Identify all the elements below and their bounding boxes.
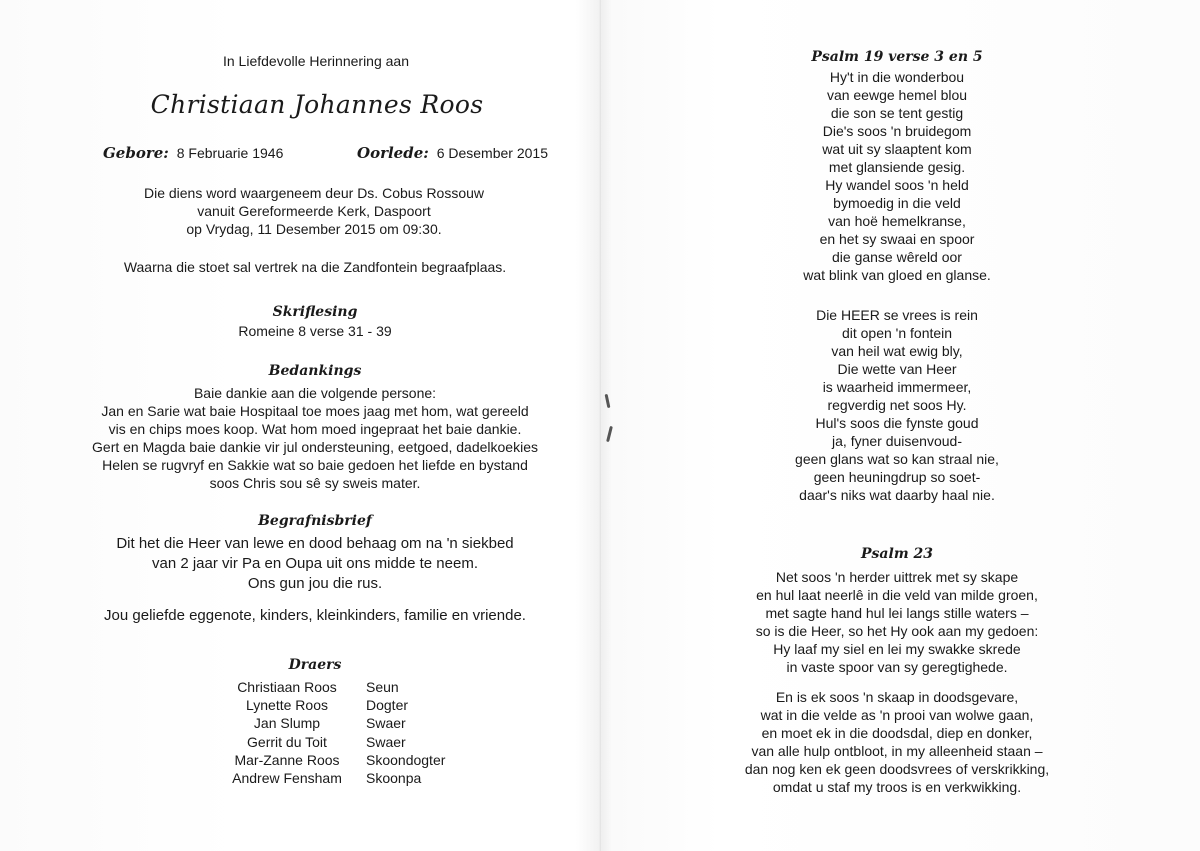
verse-line: dan nog ken ek geen doodsvrees of verskrikking, [744,761,1050,777]
bearer-relation: Seun [366,679,399,695]
service-line: vanuit Gereformeerde Kerk, Daspoort [197,203,431,219]
verse-line: omdat u staf my troos is en verkwikking. [772,779,1022,795]
verse-line: van hoë hemelkranse, [828,213,966,229]
verse-line: wat blink van gloed en glanse. [803,267,991,283]
thanks-line: vis en chips moes koop. Wat hom moed ingepraat het baie dankie. [108,421,522,437]
right-page [600,0,1200,851]
psalm23-stanza-1 [594,568,1200,676]
bearer-name: Gerrit du Toit [247,733,327,750]
verse-line: met sagte hand hul lei langs stille waters – [765,605,1029,621]
psalm19-stanza-1 [594,68,1200,284]
died-label: Oorlede: [357,144,429,162]
psalm19-stanza-2 [594,306,1200,504]
verse-line: wat in die velde as 'n prooi van wolwe gaan, [760,707,1034,723]
thanks-line: Helen se rugvryf en Sakkie wat so baie gedoen het liefde en bystand [102,457,528,473]
service-details [28,184,600,238]
verse-line: regverdig net soos Hy. [827,397,967,413]
died-line [357,144,548,162]
verse-line: En is ek soos 'n skaap in doodsgevare, [775,689,1019,705]
bearers-list [208,678,445,787]
bearer-name: Mar-Zanne Roos [234,751,340,768]
thanks-heading: Bedankings [268,363,362,379]
died-date: 6 Desember 2015 [436,145,548,161]
bearer-relation: Dogter [366,697,409,714]
bearer-name: Christiaan Roos [237,679,337,695]
verse-line: Hy wandel soos 'n held [825,177,969,193]
service-line: Die diens word waargeneem deur Ds. Cobus Rossouw [143,185,485,201]
verse-line: Net soos 'n herder uittrek met sy skape [775,569,1019,585]
verse-line: geen glans wat so kan straal nie, [795,451,999,467]
verse-line: Hy laaf my siel en lei my swakke skrede [773,641,1021,657]
verse-line: so is die Heer, so het Hy ook aan my gedoen: [755,623,1039,639]
psalm23-heading: Psalm 23 [861,546,933,562]
verse-line: dit open 'n fontein [841,325,953,341]
letter-line: van 2 jaar vir Pa en Oupa uit ons midde te neem. [151,555,478,572]
intro-line: In Liefdevolle Herinnering aan [222,53,409,69]
letter-text [30,534,600,594]
verse-line: Hul's soos die fynste goud [815,415,979,431]
verse-line: die ganse wêreld oor [832,249,962,265]
verse-line: Die wette van Heer [837,361,957,377]
born-line [103,144,283,162]
psalm23-stanza-2 [594,688,1200,796]
verse-line: en het sy swaai en spoor [819,231,975,247]
verse-line: bymoedig in die veld [833,195,961,211]
verse-line: daar's niks wat daarby haal nie. [799,487,995,503]
bearer-row [208,714,445,732]
letter-heading: Begrafnisbrief [258,513,372,529]
verse-line: en hul laat neerlê in die veld van milde groen, [756,587,1038,603]
verse-line: van heil wat ewig bly, [831,343,963,359]
thanks-line: Jan en Sarie wat baie Hospitaal toe moes jaag met hom, wat gereeld [101,403,529,419]
bearer-name: Andrew Fensham [232,770,342,787]
letter-line: Dit het die Heer van lewe en dood behaag om na 'n siekbed [116,535,514,552]
bearer-relation: Skoondogter [366,751,446,768]
bearer-row [208,751,445,769]
verse-line: die son se tent gestig [830,105,964,121]
bearer-row [208,696,445,714]
verse-line: in vaste spoor van sy geregtighede. [786,659,1008,675]
bearers-heading: Draers [288,657,342,673]
verse-line: is waarheid immermeer, [822,379,972,395]
verse-line: Die's soos 'n bruidegom [822,123,972,139]
verse-line: ja, fyner duisenvoud- [832,433,962,449]
reading-heading: Skriflesing [272,304,358,320]
bearer-row [208,733,445,751]
born-label: Gebore: [103,144,169,162]
verse-line: Die HEER se vrees is rein [816,307,978,323]
bearer-name: Lynette Roos [246,697,328,714]
bearer-row [208,678,445,696]
verse-line: met glansiende gesig. [828,159,966,175]
bearer-name: Jan Slump [253,715,321,732]
born-date: 8 Februarie 1946 [176,145,284,161]
bearer-relation: Swaer [366,733,406,750]
thanks-text [30,384,600,492]
service-line: op Vrydag, 11 Desember 2015 om 09:30. [186,221,442,237]
thanks-line: soos Chris sou sê sy sweis mater. [209,475,421,491]
bearer-relation: Skoonpa [366,770,422,787]
psalm19-heading: Psalm 19 verse 3 en 5 [811,49,983,65]
verse-line: wat uit sy slaaptent kom [822,141,972,157]
verse-line: Hy't in die wonderbou [829,69,965,85]
verse-line: geen heuningdrup so soet- [813,469,981,485]
thanks-line: Baie dankie aan die volgende persone: [193,385,437,401]
verse-line: van alle hulp ontbloot, in my alleenheid staan – [751,743,1043,759]
verse-line: en moet ek in die doodsdal, diep en donker, [761,725,1033,741]
procession-line: Waarna die stoet sal vertrek na die Zandfontein begraafplaas. [123,259,507,275]
thanks-line: Gert en Magda baie dankie vir jul ondersteuning, eetgoed, dadelkoekies [92,439,538,455]
reading-reference: Romeine 8 verse 31 - 39 [238,323,392,339]
verse-line: van eewge hemel blou [826,87,968,103]
deceased-name: Christiaan Johannes Roos [150,90,484,119]
bearer-relation: Swaer [366,715,406,732]
letter-line: Ons gun jou die rus. [247,575,383,592]
family-line: Jou geliefde eggenote, kinders, kleinkinders, familie en vriende. [104,607,526,624]
bearer-row [208,769,445,787]
